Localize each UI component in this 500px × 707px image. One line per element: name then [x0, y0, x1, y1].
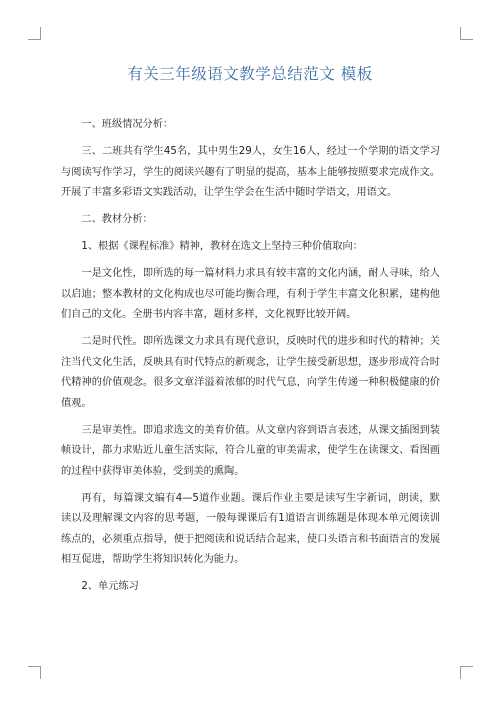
paragraph-cultural: 一是文化性，即所选的每一篇材料力求具有较丰富的文化内涵，耐人寻味，给人以启迪；整本教材的文化构成也尽可能均衡合理，有利于学生丰富文化积累，建构他们自己的文化。全册书内容丰富，题材多样，文化视野比较开阔。	[61, 268, 440, 320]
document-body	[61, 115, 440, 604]
paragraph-aesthetic: 三是审美性。即追求选文的美育价值。从文章内容到语言表述，从课文插图到装帧设计，都力求贴近儿童生活实际，符合儿童的审美需求，使学生在读课文、看图画的过程中获得审美体验，受到美的熏陶。	[61, 424, 440, 477]
page-corner-mark-top-right	[460, 27, 473, 40]
section-heading-class-analysis: 一、班级情况分析：	[81, 119, 174, 130]
section-heading-unit-practice: 2、单元练习	[81, 581, 139, 592]
page-corner-mark-bottom-right	[460, 666, 473, 679]
paragraph-modern: 二是时代性。即所选课文力求具有现代意识，反映时代的进步和时代的精神；关注当代文化生活，反映具有时代特点的新观念，让学生接受新思想，逐步形成符合时代精神的价值观念。很多文章洋溢着浓郁的时代气息，向学生传递一种积极健康的价值观。	[61, 336, 440, 409]
paragraph-curriculum-values: 1、根据《课程标准》精神，教材在选文上坚持三种价值取向：	[81, 241, 363, 252]
paragraph-class-overview: 三、二班共有学生45名，其中男生29人，女生16人，经过一个学期的语文学习与阅读写作学习，学生的阅读兴趣有了明显的提高，基本上能够按照要求完成作文。开展了丰富多彩语文实践活动，让学生学会在生活中随时学语文，用语文。	[61, 146, 440, 198]
page-corner-mark-bottom-left	[28, 666, 41, 679]
page-corner-mark-top-left	[28, 27, 41, 40]
section-heading-textbook-analysis: 二、教材分析：	[81, 214, 153, 225]
paragraph-exercises: 再有，每篇课文编有4—5道作业题。课后作业主要是读写生字新词，朗读，默读以及理解课文内容的思考题，一般每课课后有1道语言训练题是体现本单元阅读训练点的，必须重点指导，便于把阅读和说话结合起来，使口头语言和书面语言的发展相互促进，帮助学生将知识转化为能力。	[61, 492, 440, 565]
document-title: 有关三年级语文教学总结范文 模板	[127, 65, 373, 83]
